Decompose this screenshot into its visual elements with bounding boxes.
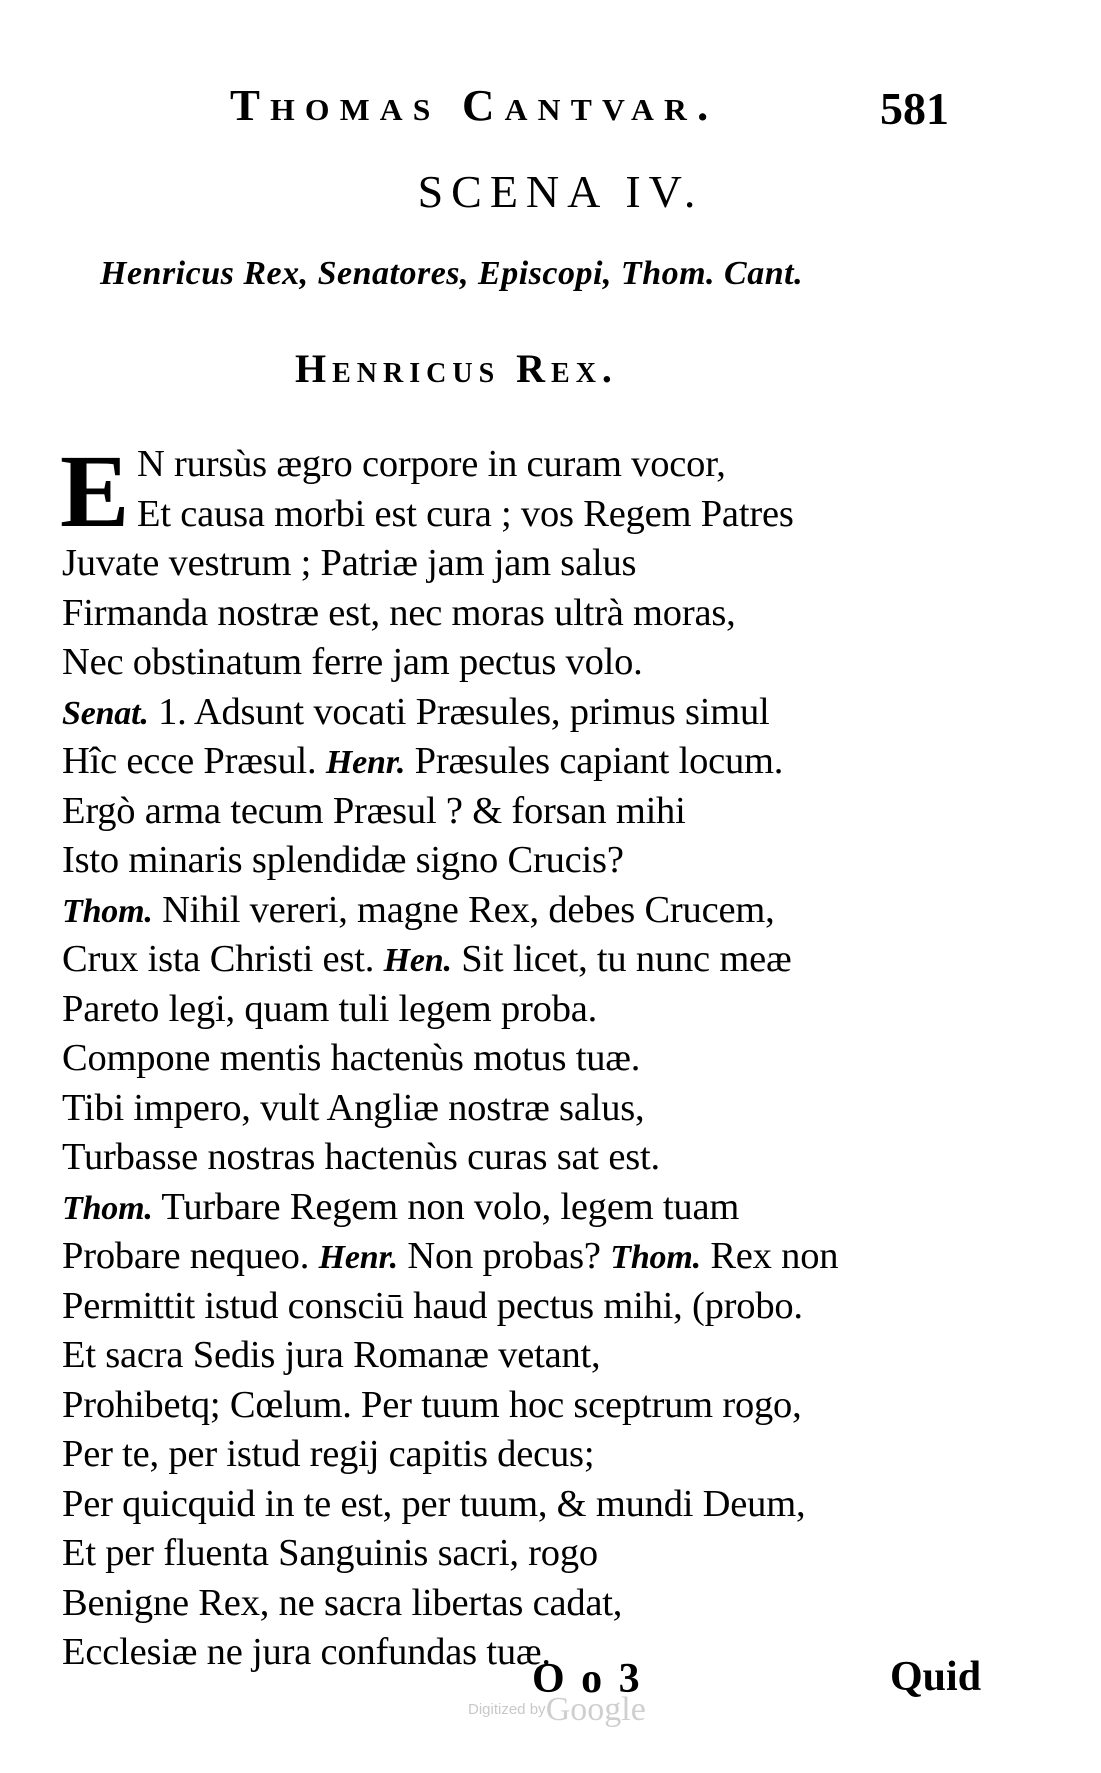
verse-line [62,490,1022,540]
speaker-label: Henr. [318,1239,398,1276]
scene-title: SCENA IV. [417,166,704,217]
line-text: Hîc ecce Præsul. [62,740,317,782]
line-text: Sit licet, tu nunc meæ [461,938,792,980]
page-header [0,80,1101,140]
verse-line [62,1381,1022,1431]
digitization-watermark [468,1691,646,1729]
line-text: Per te, per istud regij capitis decus; [62,1433,595,1475]
line-text: Pareto legi, quam tuli legem proba. [62,987,598,1030]
verse-line [62,1529,1022,1579]
verse-line [62,985,1022,1035]
line-text: Nec obstinatum ferre jam pectus volo. [62,641,643,683]
speaker-label: Thom. [62,892,153,930]
dramatis-personae: Henricus Rex, Senatores, Episcopi, Thom. Cant. [100,255,804,292]
verse-line [62,1232,1022,1282]
line-text: Probare nequeo. [62,1235,310,1277]
verse-line [62,836,1022,886]
line-text: Firmanda nostræ est, nec moras ultrà moras, [62,591,736,634]
watermark-prefix: Digitized by [468,1701,546,1718]
line-text: Benigne Rex, ne sacra libertas cadat, [62,1581,623,1624]
verse-line [62,638,1022,688]
verse-line [62,1034,1022,1084]
verse-line [62,787,1022,837]
verse-line [62,1579,1022,1629]
speaker-label: Senat. [62,694,149,732]
line-text: Nihil vereri, magne Rex, debes Crucem, [162,888,775,931]
line-text: Ergò arma tecum Præsul ? & forsan mihi [62,789,686,832]
line-text: Tibi impero, vult Angliæ nostræ salus, [62,1086,645,1129]
verse-line [62,935,1022,985]
verse-line [62,1331,1022,1381]
speaker-heading: Henricus Rex. [295,346,618,391]
verse-line [62,440,1022,490]
verse-line [62,1084,1022,1134]
verse-line [62,1133,1022,1183]
verse-line [62,589,1022,639]
verse-line [62,1430,1022,1480]
line-text: 1. Adsunt vocati Præsules, primus simul [158,690,770,733]
line-text: Et sacra Sedis jura Romanæ vetant, [62,1334,601,1376]
line-text: Per quicquid in te est, per tuum, & mundi Deum, [62,1482,806,1525]
line-text: Crux ista Christi est. [62,938,375,980]
verse-line [62,737,1022,787]
speaker-label: Henr. [325,744,406,781]
line-text: Compone mentis hactenùs motus tuæ. [62,1037,641,1079]
line-text: Isto minaris splendidæ signo Crucis? [62,839,624,881]
running-title: Thomas Cantvar. [230,81,719,130]
catchword: Quid [890,1654,982,1700]
speaker-label: Thom. [62,1189,153,1227]
drop-cap: E [60,434,130,549]
watermark-logo: Google [545,1691,646,1728]
verse-line [62,886,1022,936]
line-text: Non probas? [407,1235,601,1277]
verse-line [62,1480,1022,1530]
verse-line [62,1183,1022,1233]
line-text: Turbasse nostras hactenùs curas sat est. [62,1136,660,1178]
verse-text [60,434,1022,1678]
page-number: 581 [880,83,949,134]
line-text: Turbare Regem non volo, legem tuam [161,1185,740,1228]
line-text: Et causa morbi est cura ; vos Regem Patres [137,492,794,535]
line-text: N rursùs ægro corpore in curam vocor, [137,443,726,485]
line-text: Ecclesiæ ne jura confundas tuæ. [62,1631,551,1673]
speaker-label: Hen. [383,942,452,979]
line-text: Rex non [710,1235,839,1277]
signature-mark: O o 3 [532,1656,643,1702]
page-footer [0,1654,1101,1728]
line-text: Et per fluenta Sanguinis sacri, rogo [62,1532,598,1574]
speaker-label: Thom. [610,1239,701,1276]
verse-line [62,539,1022,589]
line-text: Præsules capiant locum. [414,740,784,782]
line-text: Prohibetq; Cœlum. Per tuum hoc sceptrum rogo, [62,1383,802,1426]
line-text: Juvate vestrum ; Patriæ jam jam salus [62,542,637,584]
verse-line [62,688,1022,738]
verse-line [62,1282,1022,1332]
line-text: Permittit istud consciū haud pectus mihi, (probo. [62,1284,803,1327]
